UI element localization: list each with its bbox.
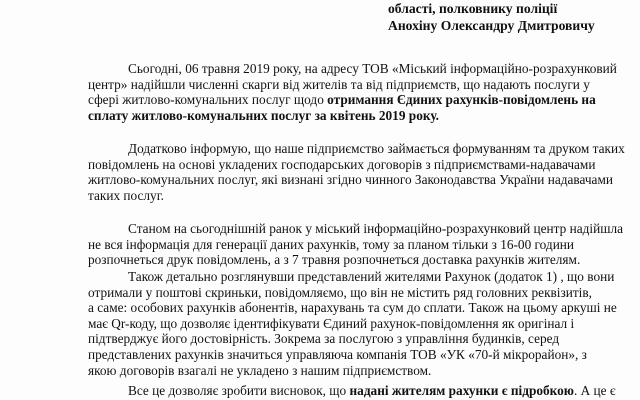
paragraph-2 <box>88 141 636 203</box>
addressee-line-2: Анохіну Олександру Дмитровичу <box>388 18 595 33</box>
text-run: . А це є <box>573 383 616 398</box>
paragraph-line: має Qr-коду, що дозволяє ідентифікувати Єдиний рахунок-повідомлення як оригінал і <box>88 315 575 331</box>
paragraph-line: центр» надійшли численні скарги від жителів та від підприємств, що надають послуги у <box>88 76 590 92</box>
addressee-block <box>388 0 595 34</box>
paragraph-line: Сьогодні, 06 травня 2019 року, на адресу ТОВ «Міський інформаційно-розрахунковий <box>128 61 617 76</box>
paragraph-line: підтверджує його достовірність. Зокрема за послугою з управління будинків, серед <box>88 331 560 347</box>
paragraph-5 <box>88 383 636 399</box>
paragraph-line: а саме: особових рахунків абонентів, нарахувань та сум до сплати. Також на цьому аркуші не <box>88 300 617 316</box>
paragraph-line: Також детально розглянувши представлений жителями Рахунок (додаток 1) , що вони <box>128 269 615 284</box>
addressee-line-1: області, полковнику поліції <box>388 1 558 16</box>
emphasis-text: сплату житлово-комунальних послуг за квітень 2019 року <box>88 107 436 123</box>
text-run: Все це дозволяє зробити висновок, що <box>128 383 350 398</box>
text-run: сфері житлово-комунальних послуг щодо <box>88 92 328 108</box>
paragraph-line: Додатково інформую, що наше підприємство займається формуванням та друком таких <box>128 141 625 156</box>
paragraph-4 <box>88 269 636 378</box>
paragraph-line: житлово-комунальних послуг, які визнані згідно чинного Законодавства України надавачами <box>88 172 613 188</box>
paragraph-line: представлених рахунків значиться управляюча компанія ТОВ «УК «70-й мікрорайон», з <box>88 346 587 362</box>
paragraph-line <box>88 108 636 124</box>
paragraph-line: повідомлень на основі укладених господарських договорів з підприємствами-надавачами <box>88 156 596 172</box>
emphasis-text: надані жителям рахунки є підробкою <box>349 383 574 398</box>
paragraph-1 <box>88 61 636 123</box>
paragraph-line: Станом на сьогоднішній ранок у міський інформаційно-розрахунковий центр надійшла <box>128 221 623 236</box>
paragraph-line: таких послуг. <box>88 187 164 203</box>
paragraph-line: розпочнеться друк повідомлень, а з 7 травня розпочнеться доставка рахунків жителям. <box>88 252 581 268</box>
paragraph-line <box>88 92 636 108</box>
paragraph-line <box>88 383 636 399</box>
emphasis-text: отримання Єдиних рахунків-повідомлень на <box>327 92 596 108</box>
paragraph-3 <box>88 221 636 268</box>
paragraph-line: не вся інформація для генерації даних рахунків, тому за планом тільки з 16-00 години <box>88 236 575 252</box>
paragraph-line: отримали у поштові скриньки, повідомляємо, що він не містить ряд головних реквізитів, <box>88 284 592 300</box>
paragraph-line: якою договорів взагалі не укладено з нашим підприємством. <box>88 362 432 378</box>
text-run: . <box>435 107 439 123</box>
